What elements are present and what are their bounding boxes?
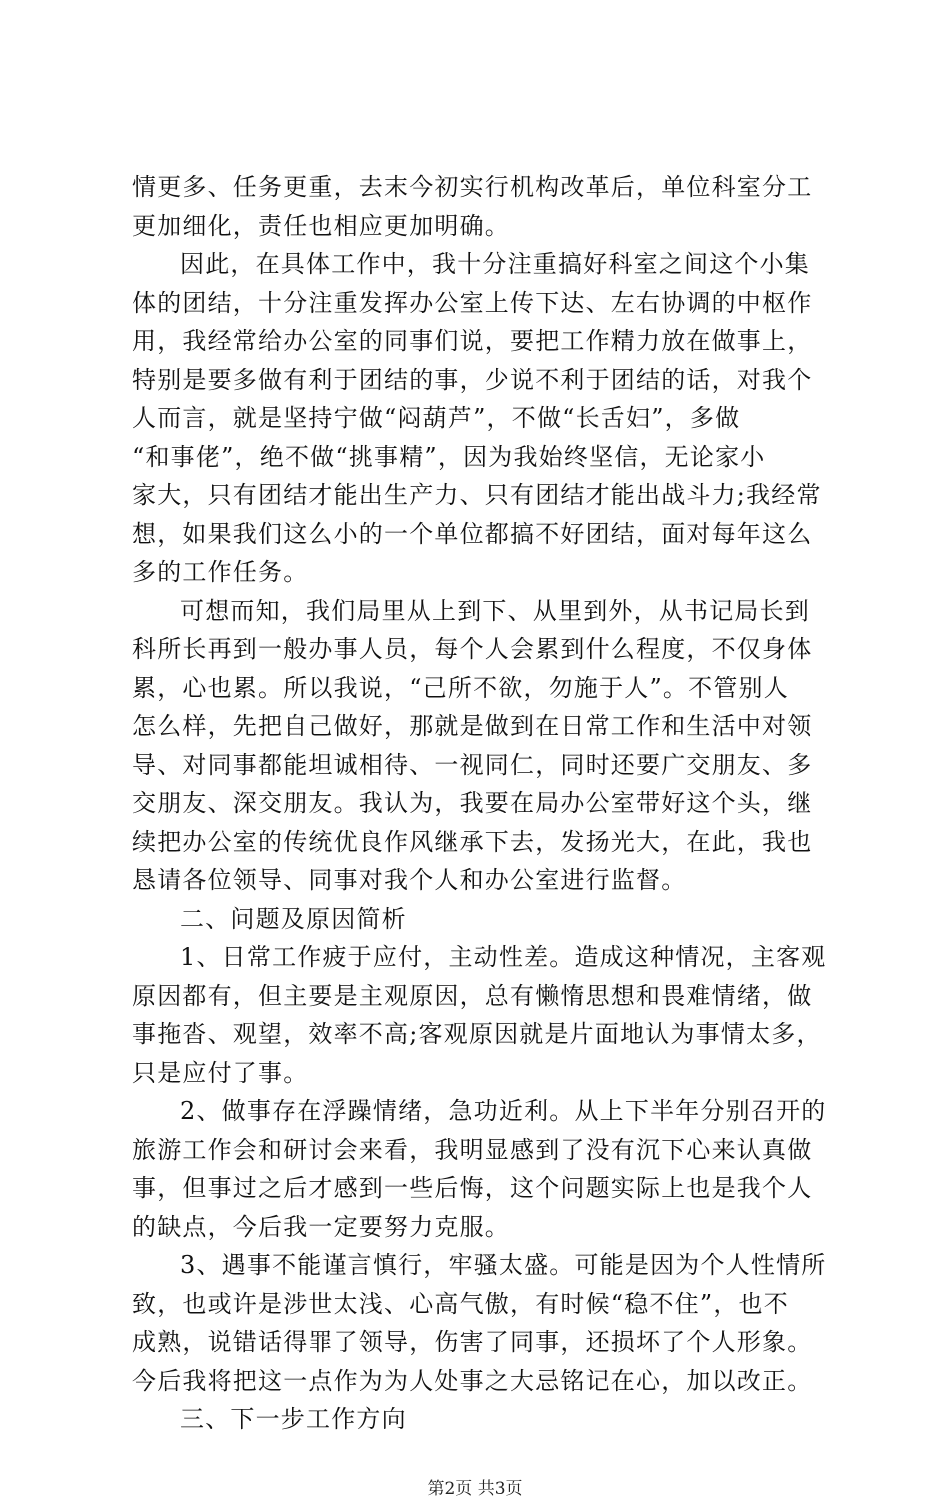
text-line: 事，但事过之后才感到一些后悔，这个问题实际上也是我个人: [132, 1174, 813, 1202]
text-line: 用，我经常给办公室的同事们说，要把工作精力放在做事上，: [132, 327, 813, 355]
text-line: 情更多、任务更重，去末今初实行机构改革后，单位科室分工: [132, 173, 813, 201]
text-line: 只是应付了事。: [132, 1059, 309, 1087]
text-line: 想，如果我们这么小的一个单位都搞不好团结，面对每年这么: [132, 520, 813, 548]
paragraph-start-line: 3、遇事不能谨言慎行，牢骚太盛。可能是因为个人性情所: [180, 1251, 827, 1279]
text-line: 多的工作任务。: [132, 558, 309, 586]
text-line: 特别是要多做有利于团结的事，少说不利于团结的话，对我个: [132, 366, 813, 394]
text-line: 更加细化，责任也相应更加明确。: [132, 212, 510, 240]
text-line: 家大，只有团结才能出生产力、只有团结才能出战斗力;我经常: [132, 481, 822, 509]
text-line: 致，也或许是涉世太浅、心高气傲，有时候“稳不住”，也不: [132, 1290, 789, 1318]
paragraph-start-line: 2、做事存在浮躁情绪，急功近利。从上下半年分别召开的: [180, 1097, 827, 1125]
text-line: 交朋友、深交朋友。我认为，我要在局办公室带好这个头，继: [132, 789, 813, 817]
paragraph-start-line: 因此，在具体工作中，我十分注重搞好科室之间这个小集: [180, 250, 810, 278]
text-line: 恳请各位领导、同事对我个人和办公室进行监督。: [132, 866, 687, 894]
text-line: 续把办公室的传统优良作风继承下去，发扬光大，在此，我也: [132, 828, 813, 856]
text-line: 事拖沓、观望，效率不高;客观原因就是片面地认为事情太多，: [132, 1020, 822, 1048]
text-line: 原因都有，但主要是主观原因，总有懒惰思想和畏难情绪，做: [132, 982, 813, 1010]
section-heading: 三、下一步工作方向: [180, 1405, 407, 1433]
paragraph-start-line: 可想而知，我们局里从上到下、从里到外，从书记局长到: [180, 597, 810, 625]
text-line: “和事佬”，绝不做“挑事精”，因为我始终坚信，无论家小: [132, 443, 766, 471]
text-line: 的缺点，今后我一定要努力克服。: [132, 1213, 510, 1241]
text-line: 成熟，说错话得罪了领导，伤害了同事，还损坏了个人形象。: [132, 1328, 813, 1356]
page-number-footer: 第2页 共3页: [427, 1479, 523, 1499]
text-line: 体的团结，十分注重发挥办公室上传下达、左右协调的中枢作: [132, 289, 813, 317]
text-line: 人而言，就是坚持宁做“闷葫芦”，不做“长舌妇”，多做: [132, 404, 741, 432]
text-line: 怎么样，先把自己做好，那就是做到在日常工作和生活中对领: [132, 712, 813, 740]
text-line: 导、对同事都能坦诚相待、一视同仁，同时还要广交朋友、多: [132, 751, 813, 779]
text-line: 累，心也累。所以我说，“己所不欲，勿施于人”。不管别人: [132, 674, 789, 702]
text-line: 科所长再到一般办事人员，每个人会累到什么程度，不仅身体: [132, 635, 813, 663]
text-line: 旅游工作会和研讨会来看，我明显感到了没有沉下心来认真做: [132, 1136, 813, 1164]
text-line: 今后我将把这一点作为为人处事之大忌铭记在心，加以改正。: [132, 1367, 813, 1395]
paragraph-start-line: 1、日常工作疲于应付，主动性差。造成这种情况，主客观: [180, 943, 827, 971]
section-heading: 二、问题及原因简析: [180, 905, 407, 933]
